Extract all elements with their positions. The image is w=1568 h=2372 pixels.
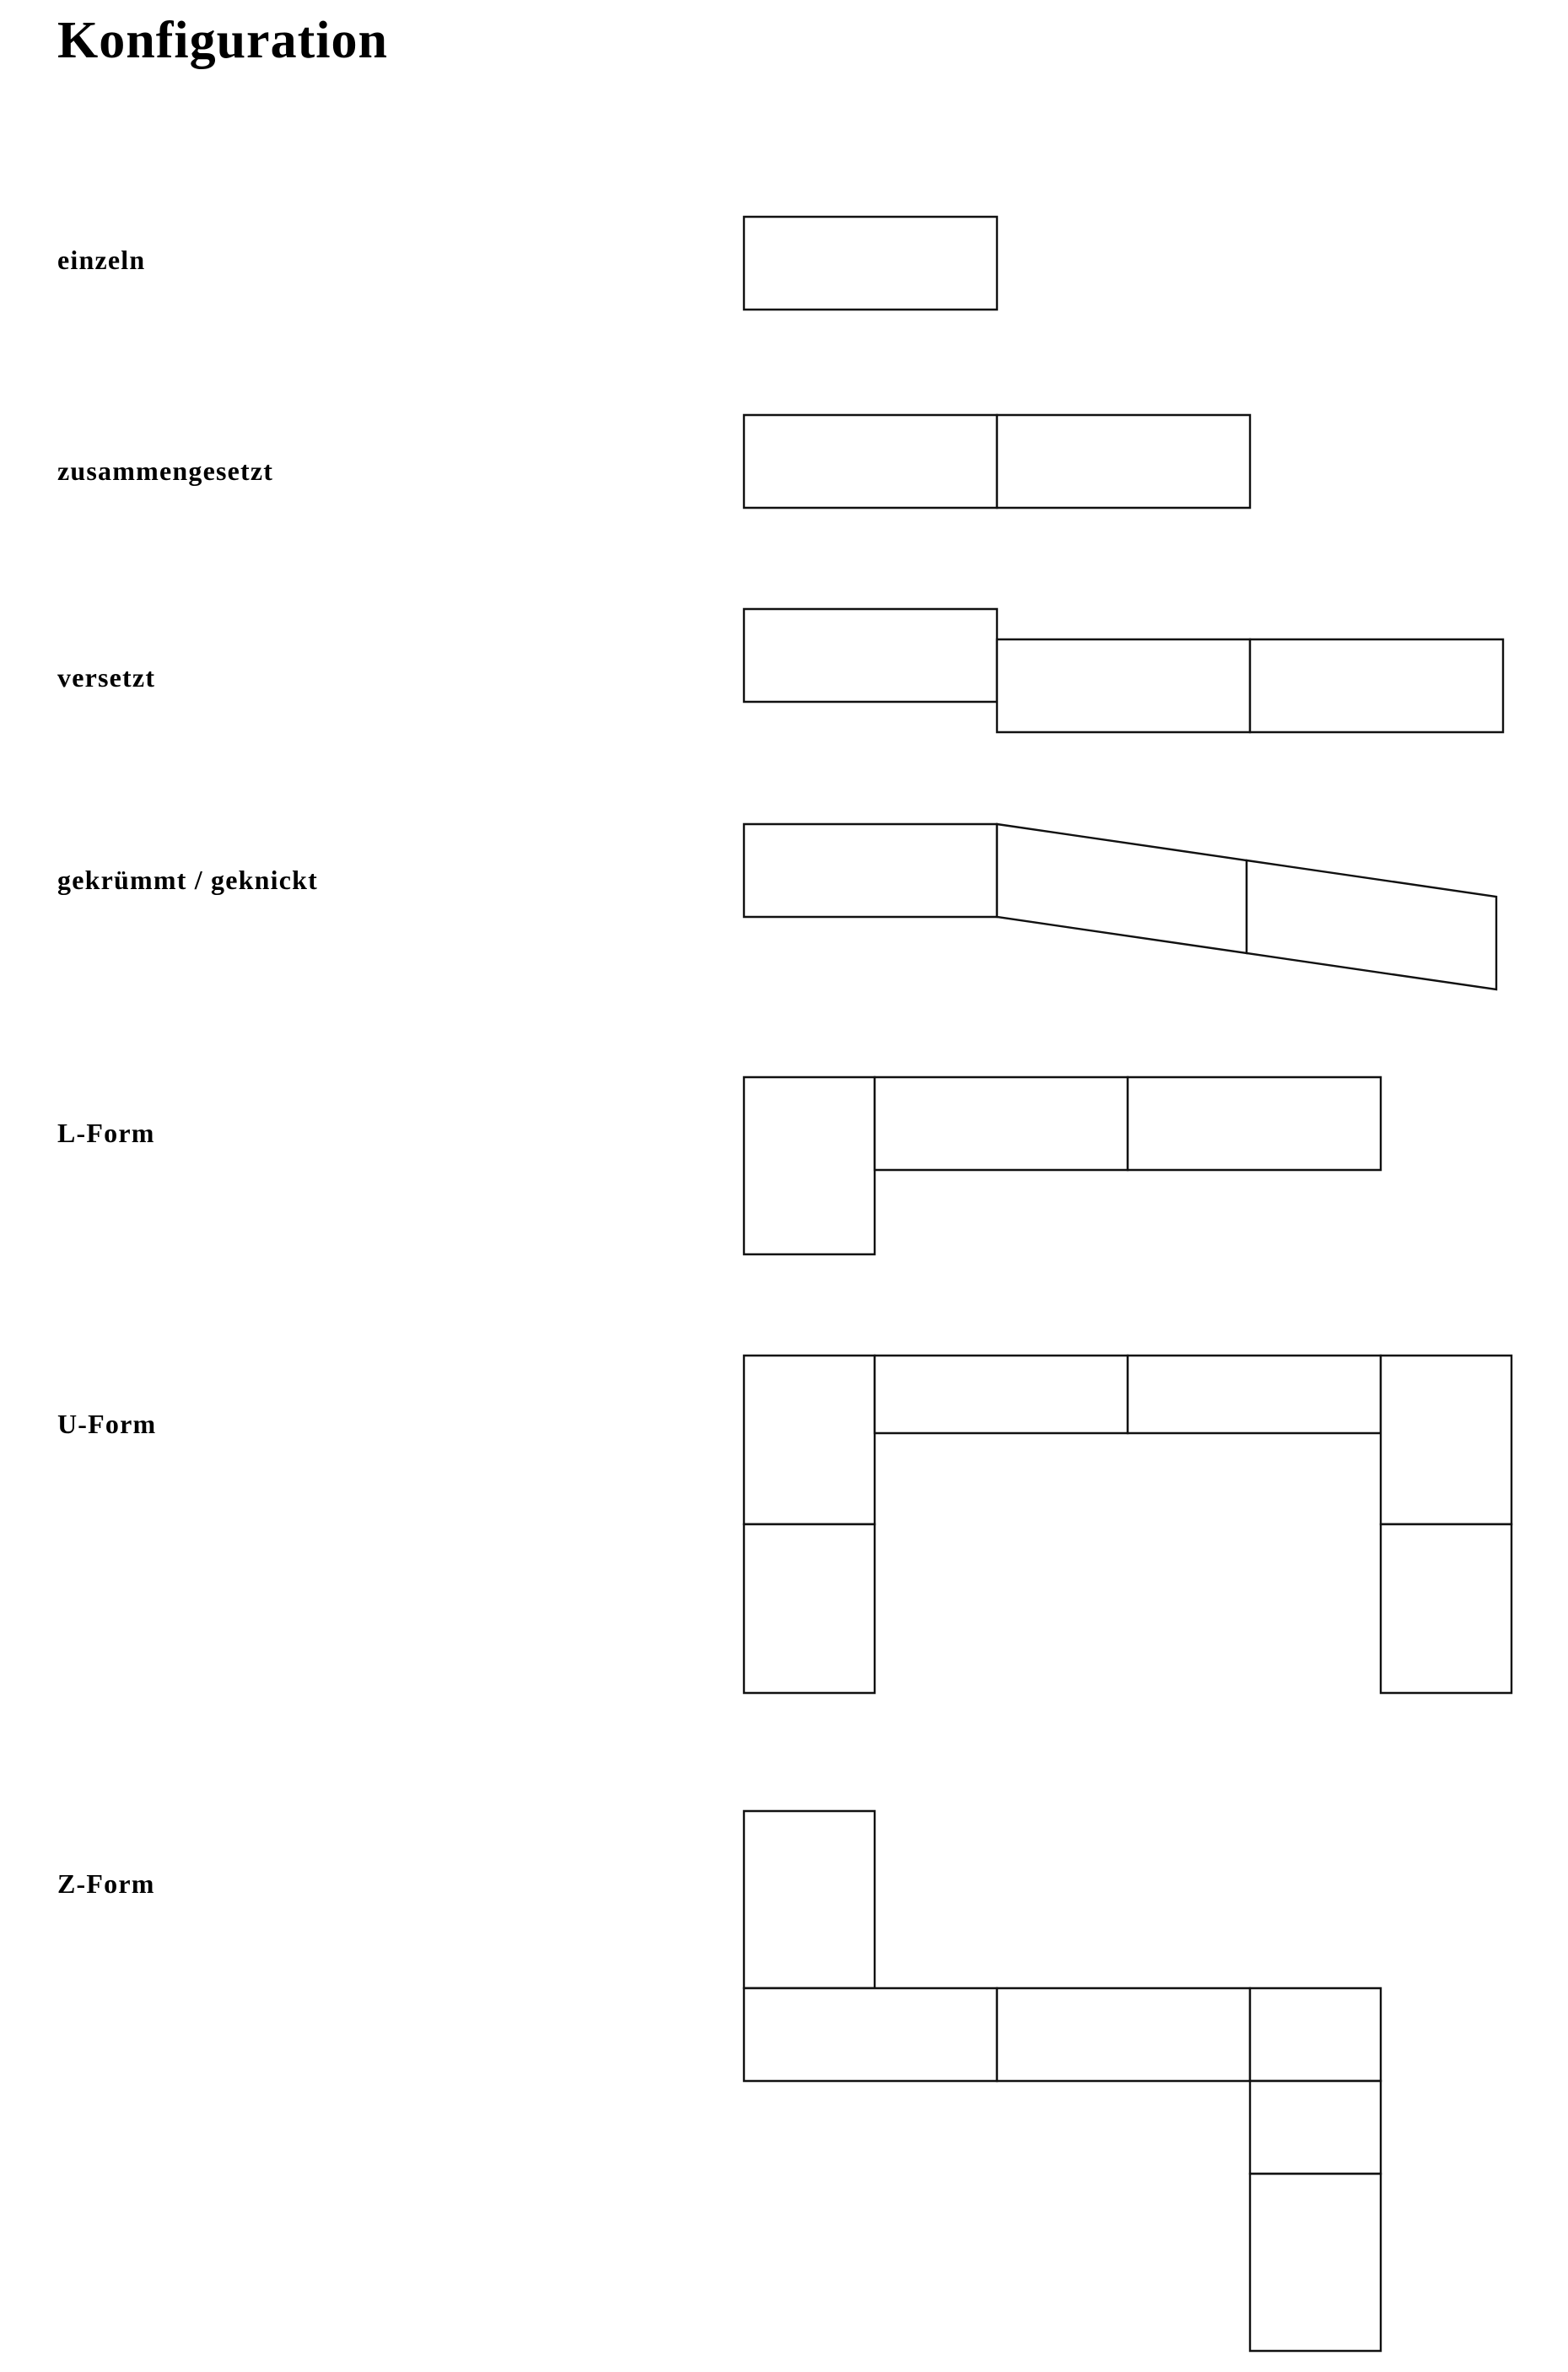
module-cell <box>744 609 997 702</box>
module-cell-angled <box>997 824 1247 953</box>
module-cell <box>1250 639 1503 732</box>
module-cell <box>997 415 1250 508</box>
module-cell <box>875 1077 1128 1170</box>
module-cell <box>1381 1356 1511 1524</box>
module-cell <box>997 639 1250 732</box>
row-label-gekruemmt-geknickt: gekrümmt / geknickt <box>57 865 319 895</box>
module-cell <box>744 824 997 917</box>
module-cell <box>1250 1988 1381 2081</box>
diagram-gekruemmt-geknickt <box>742 822 1518 991</box>
module-cell <box>1128 1077 1381 1170</box>
row-label-u-form: U-Form <box>57 1409 157 1439</box>
module-cell <box>744 1811 875 1988</box>
module-cell <box>1250 2174 1381 2351</box>
diagram-versetzt <box>742 607 1518 751</box>
module-cell <box>744 217 997 310</box>
module-cell <box>744 415 997 508</box>
module-cell <box>997 1988 1250 2081</box>
diagram-z-form <box>742 1809 1518 2366</box>
row-label-l-form: L-Form <box>57 1118 155 1148</box>
diagram-u-form <box>742 1354 1518 1708</box>
module-cell <box>744 1356 875 1524</box>
row-label-einzeln: einzeln <box>57 245 146 275</box>
module-cell <box>1381 1524 1511 1693</box>
module-cell <box>1250 2081 1381 2174</box>
row-label-z-form: Z-Form <box>57 1868 155 1899</box>
row-label-zusammengesetzt: zusammengesetzt <box>57 456 274 486</box>
module-cell <box>744 1077 875 1254</box>
row-label-versetzt: versetzt <box>57 662 156 693</box>
module-cell <box>744 1988 997 2081</box>
module-cell-angled <box>1247 860 1496 989</box>
module-cell <box>875 1356 1128 1433</box>
module-cell <box>744 1524 875 1693</box>
page-title: Konfiguration <box>57 12 388 69</box>
module-cell <box>1128 1356 1381 1433</box>
diagram-l-form <box>742 1075 1518 1270</box>
diagram-einzeln <box>742 215 1518 325</box>
diagram-zusammengesetzt <box>742 413 1518 523</box>
